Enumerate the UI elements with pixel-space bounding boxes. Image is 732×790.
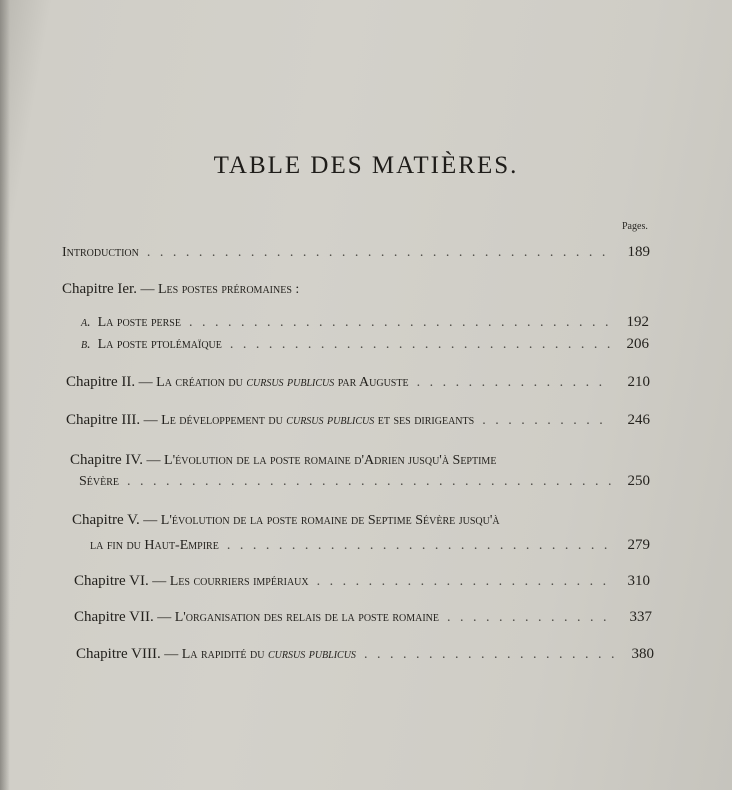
pages-column-label: Pages.: [622, 221, 648, 232]
leader-dots: [147, 245, 612, 261]
chapter-title-continued: la fin du Haut-Empire: [90, 538, 219, 553]
toc-entry-chapter-7: Chapitre VII. — L'organisation des relais de la poste romaine . . . 337: [74, 609, 652, 626]
toc-entry-chapter-1: [62, 281, 299, 298]
chapter-number: Chapitre VI.: [74, 573, 149, 589]
chapter-number: Chapitre II.: [66, 374, 136, 390]
page-number: 279: [627, 537, 650, 553]
toc-entry-chapter-8: Chapitre VIII. — La rapidité du cursus publicus . . . 380: [76, 646, 654, 663]
chapter-number: Chapitre VIII.: [76, 646, 161, 662]
page-number: 210: [627, 374, 650, 390]
chapter-title-continued: Sévère: [79, 474, 120, 489]
leader-dots: [227, 538, 612, 554]
toc-entry-chapter-5-line1: [72, 512, 500, 529]
toc-entry-chapter-5-line2: [90, 537, 650, 554]
page-number: 380: [631, 646, 654, 662]
chapter-number: Chapitre IV.: [70, 452, 144, 468]
toc-entry-introduction: [62, 244, 650, 261]
toc-entry-chapter-4-line2: [79, 473, 650, 490]
page-number: 246: [627, 412, 650, 428]
toc-entry-label: La poste perse: [97, 315, 181, 330]
chapter-number: Chapitre V.: [72, 512, 140, 528]
page-number: 250: [627, 473, 650, 489]
toc-entry-label: La poste ptolémaïque: [97, 337, 222, 352]
page-title: TABLE DES MATIÈRES.: [213, 152, 519, 179]
page-number: 189: [627, 244, 650, 260]
chapter-title: — L'évolution de la poste romaine de Septime Sévère jusqu'à: [143, 513, 500, 528]
leader-dots: [317, 574, 612, 590]
chapter-number: Chapitre VII.: [74, 609, 154, 625]
chapter-number: Chapitre Ier.: [62, 281, 137, 297]
chapter-title: — L'évolution de la poste romaine d'Adrien jusqu'à Septime: [146, 453, 497, 468]
toc-entry-chapter-3: Chapitre III. — Le développement du cursus publicus et ses dirigeants . . . 246: [66, 412, 650, 429]
toc-entry-chapter-2: Chapitre II. — La création du cursus publicus par Auguste . . . 210: [66, 374, 650, 391]
leader-dots: [447, 610, 614, 626]
toc-entry-chapter-4-line1: [70, 452, 496, 469]
leader-dots: [127, 474, 612, 490]
leader-dots: [230, 337, 611, 353]
page-number: 337: [629, 609, 652, 625]
toc-entry-chapter-1b: [81, 336, 649, 353]
chapter-number: Chapitre III.: [66, 412, 141, 428]
leader-dots: [189, 315, 611, 331]
toc-entry-label: Introduction: [62, 245, 139, 260]
section-marker: b.: [81, 337, 91, 352]
leader-dots: [482, 413, 612, 429]
leader-dots: [417, 375, 612, 391]
page-number: 206: [626, 336, 649, 352]
page-number: 310: [627, 573, 650, 589]
chapter-title: — Les postes préromaines :: [140, 282, 300, 297]
page-number: 192: [626, 314, 649, 330]
section-marker: a.: [81, 315, 91, 330]
toc-entry-chapter-1a: [81, 314, 649, 331]
toc-entry-chapter-6: Chapitre VI. — Les courriers impériaux . . . 310: [74, 573, 650, 590]
leader-dots: [364, 647, 616, 663]
